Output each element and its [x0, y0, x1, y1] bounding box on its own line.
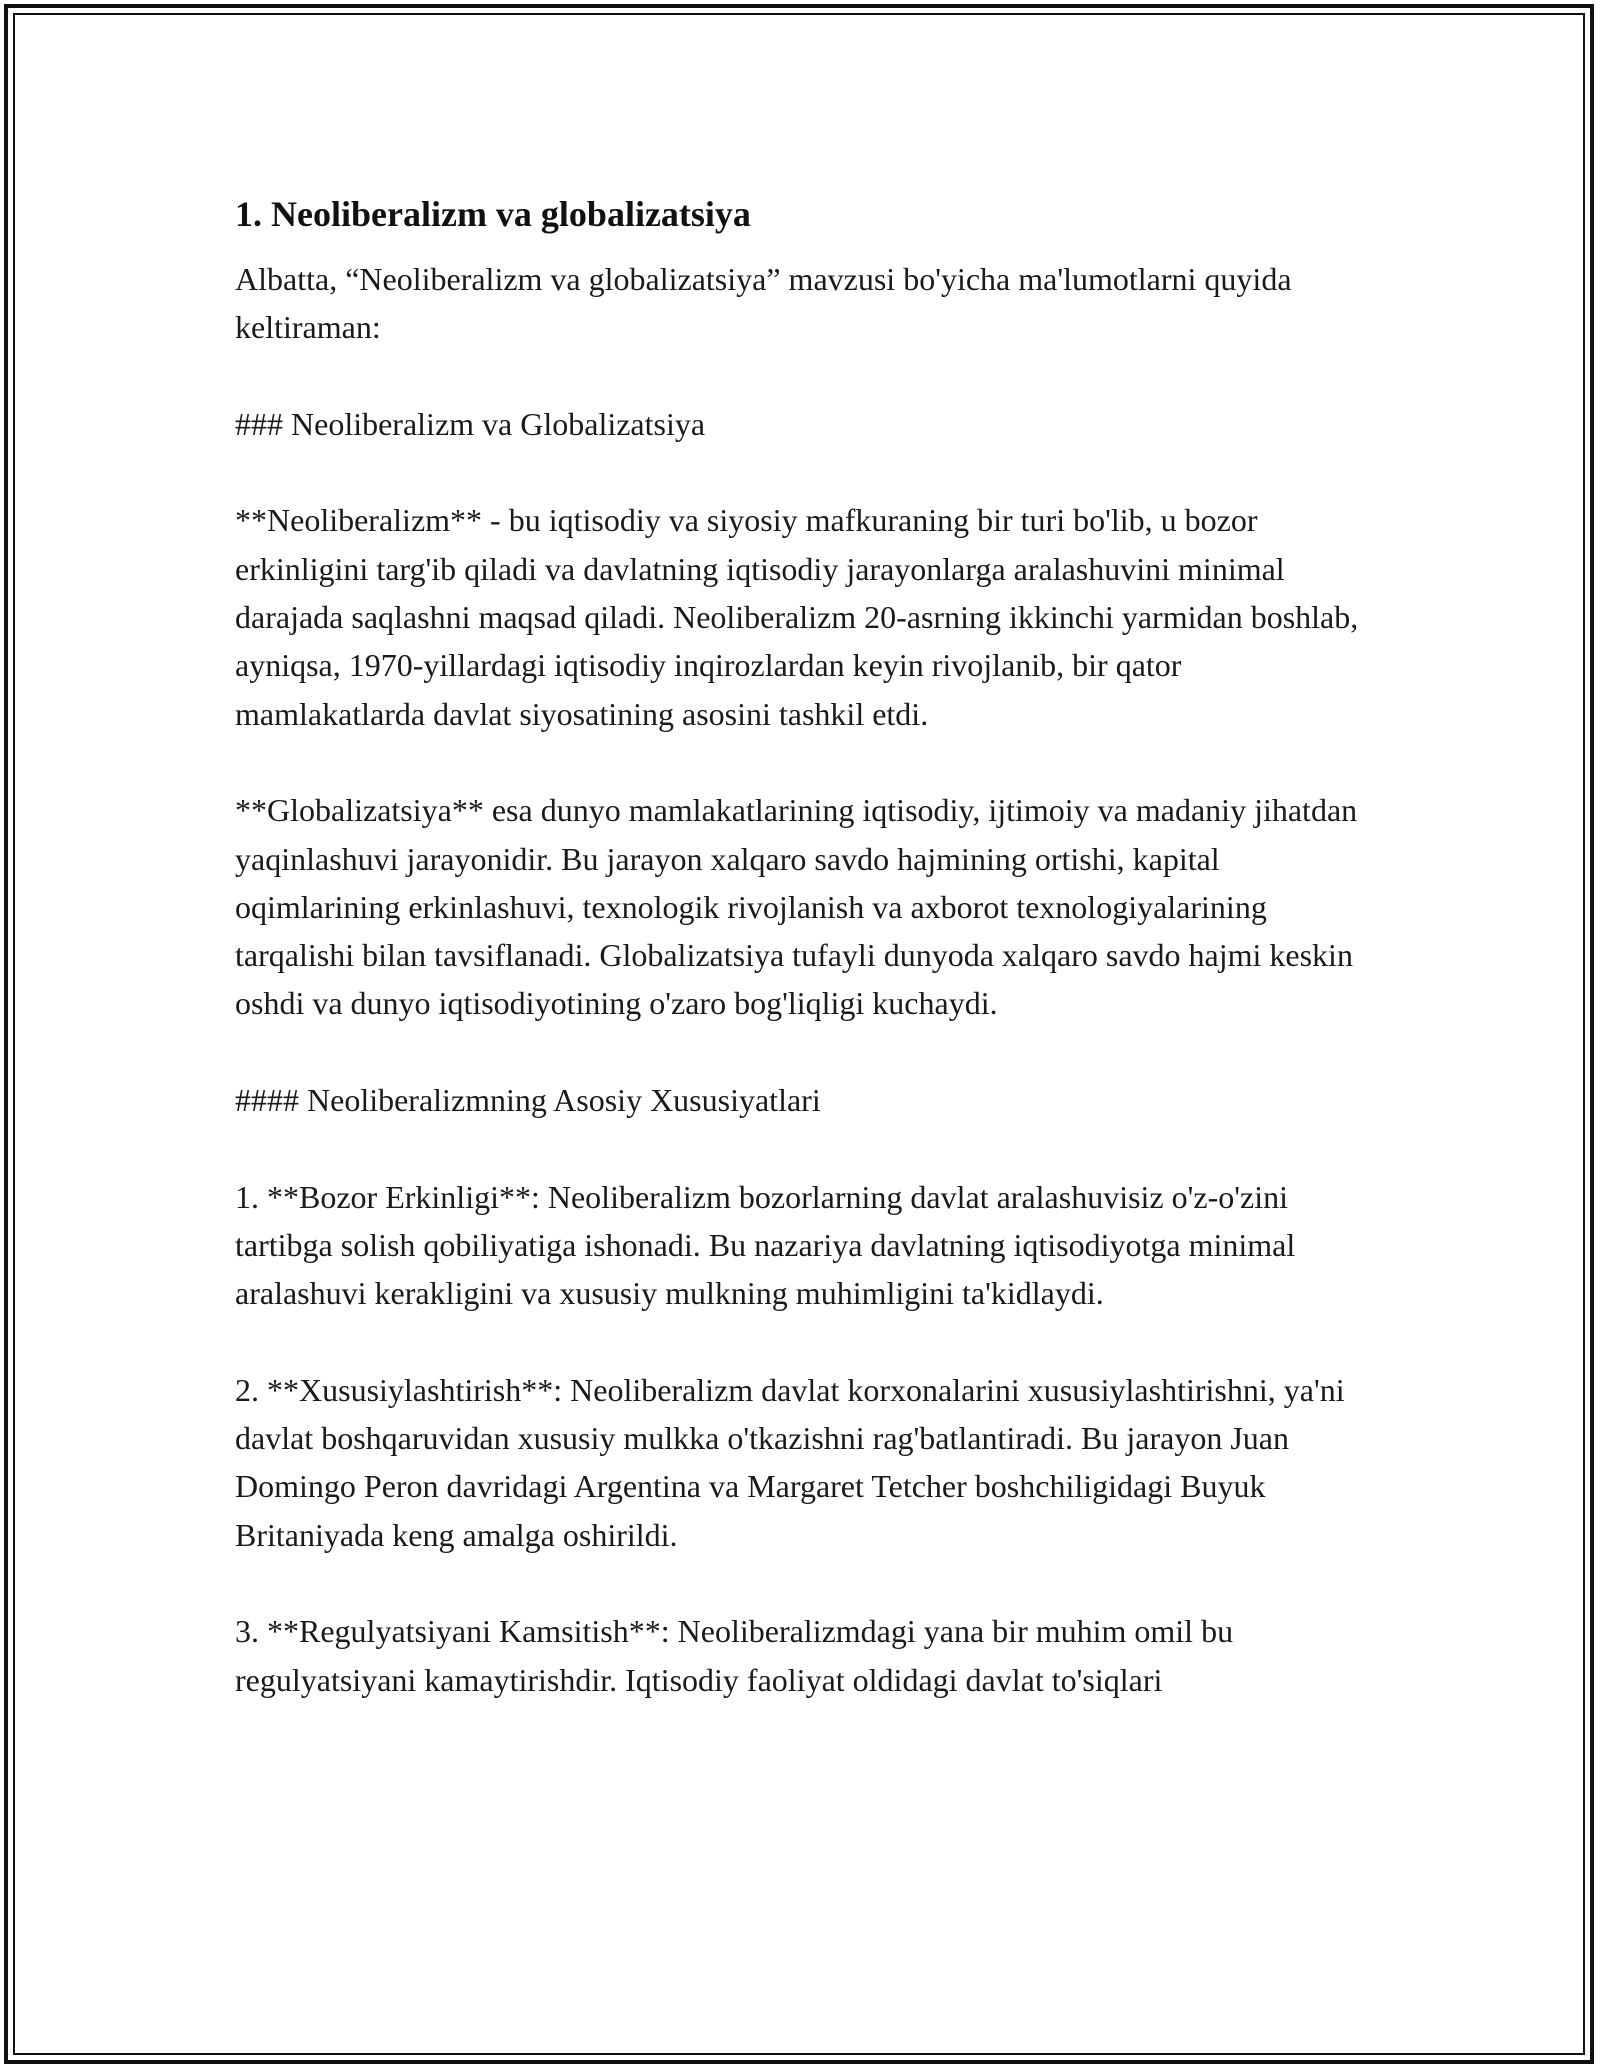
globalizatsiya-definition-paragraph: **Globalizatsiya** esa dunyo mamlakatlarining iqtisodiy, ijtimoiy va madaniy jihatdan yaqinlashuvi jarayonidir. Bu jarayon xalqaro savdo hajmining ortishi, kapital oqimlarining erkinlashuvi, texnologik rivojlanish va axborot texnologiyalarining tarqalishi bilan tavsiflanadi. Globalizatsiya tufayli dunyoda xalqaro savdo hajmi keskin oshdi va dunyo iqtisodiyotining o'zaro bog'liqligi kuchaydi. [235, 792, 1358, 1022]
list-item-bozor-erkinligi: 1. **Bozor Erkinligi**: Neoliberalizm bozorlarning davlat aralashuvisiz o'z-o'zini tartibga solish qobiliyatiga ishonadi. Bu nazariya davlatning iqtisodiyotga minimal aralashuvi kerakligini va xususiy mulkning muhimligini ta'kidlaydi. [235, 1178, 1296, 1312]
section-heading-markdown: ### Neoliberalizm va Globalizatsiya [235, 405, 706, 442]
list-item-regulyatsiya: 3. **Regulyatsiyani Kamsitish**: Neoliberalizmdagi yana bir muhim omil bu regulyatsiyani kamaytirishdir. Iqtisodiy faoliyat oldidagi davlat to'siqlari [235, 1613, 1234, 1698]
document-title: 1. Neoliberalizm va globalizatsiya [235, 194, 751, 234]
neoliberalizm-definition-paragraph: **Neoliberalizm** - bu iqtisodiy va siyosiy mafkuraning bir turi bo'lib, u bozor erkinligini targ'ib qiladi va davlatning iqtisodiy jarayonlarga aralashuvini minimal darajada saqlashni maqsad qiladi. Neoliberalizm 20-asrning ikkinchi yarmidan boshlab, ayniqsa, 1970-yillardagi iqtisodiy inqirozlardan keyin rivojlanib, bir qator mamlakatlarda davlat siyosatining asosini tashkil etdi. [235, 502, 1359, 732]
document-body [235, 183, 1370, 1752]
list-item-xususiylashtirish: 2. **Xususiylashtirish**: Neoliberalizm davlat korxonalarini xususiylashtirishni, ya'ni davlat boshqaruvidan xususiy mulkka o'tkazishni rag'batlantiradi. Bu jarayon Juan Domingo Peron davridagi Argentina va Margaret Tetcher boshchiligidagi Buyuk Britaniyada keng amalga oshirildi. [235, 1371, 1345, 1553]
intro-paragraph: Albatta, “Neoliberalizm va globalizatsiya” mavzusi bo'yicha ma'lumotlarni quyida keltiraman: [235, 261, 1292, 346]
subsection-heading-markdown: #### Neoliberalizmning Asosiy Xususiyatlari [235, 1082, 821, 1119]
